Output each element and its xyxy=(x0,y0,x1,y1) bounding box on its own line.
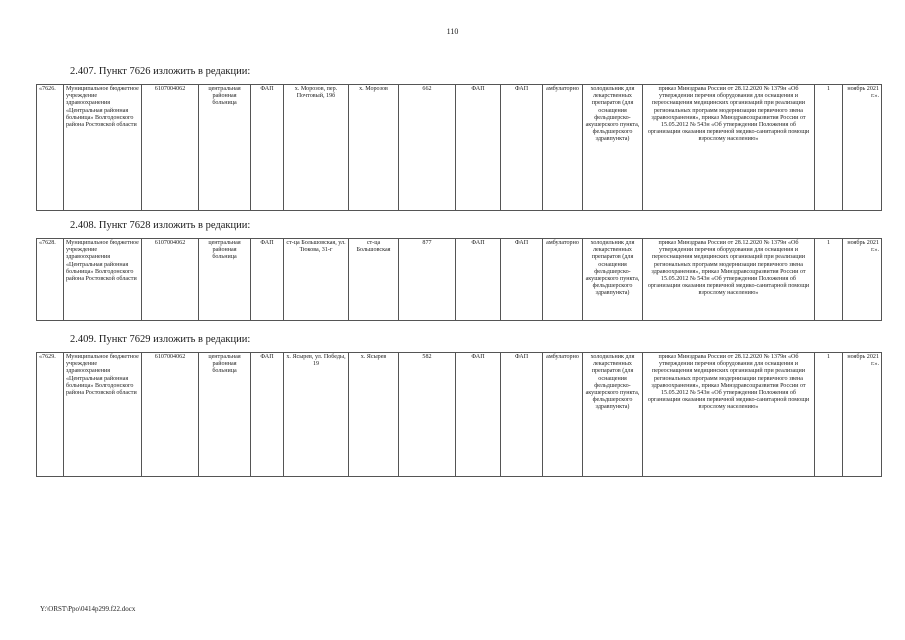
unit2-cell: ФАП xyxy=(501,85,543,211)
org-name: Муниципальное бюджетное учреждение здравоохранения «Центральная районная больница» Волгодонского района Ростовской области xyxy=(64,85,142,211)
record-table-7626 xyxy=(36,84,882,211)
population-cell: 662 xyxy=(399,85,456,211)
unit1-cell: ФАП xyxy=(456,353,501,477)
qty-cell: 1 xyxy=(815,239,843,321)
care-cell: амбулаторно xyxy=(543,85,583,211)
org-name: Муниципальное бюджетное учреждение здравоохранения «Центральная районная больница» Волгодонского района Ростовской области xyxy=(64,353,142,477)
qty-cell: 1 xyxy=(815,353,843,477)
parent-cell: центральная районная больница xyxy=(199,353,251,477)
date-cell: ноябрь 2021 г.». xyxy=(843,239,882,321)
unit2-cell: ФАП xyxy=(501,353,543,477)
locality-cell: х. Морозов xyxy=(349,85,399,211)
address-cell: х. Морозов, пер. Почтовый, 19б xyxy=(284,85,349,211)
population-cell: 582 xyxy=(399,353,456,477)
table-row xyxy=(37,353,882,477)
unit1-cell: ФАП xyxy=(456,85,501,211)
basis-cell: приказ Минздрава России от 28.12.2020 № 1379н «Об утверждении перечня оборудования для оснащения и переоснащения медицинских организаций при реализации региональных программ модернизации первичного звена здравоохранения», приказ Минздравсоцразвития России от 15.05.2012 № 543н «Об утверждении Положения об организации оказания первичной медико-санитарной помощи взрослому населению» xyxy=(643,85,815,211)
table-row xyxy=(37,85,882,211)
date-cell: ноябрь 2021 г.». xyxy=(843,85,882,211)
basis-cell: приказ Минздрава России от 28.12.2020 № 1379н «Об утверждении перечня оборудования для оснащения и переоснащения медицинских организаций при реализации региональных программ модернизации первичного звена здравоохранения», приказ Минздравсоцразвития России от 15.05.2012 № 543н «Об утверждении Положения об организации оказания первичной медико-санитарной помощи взрослому населению» xyxy=(643,239,815,321)
type-cell: ФАП xyxy=(251,353,284,477)
parent-cell: центральная районная больница xyxy=(199,239,251,321)
table-row xyxy=(37,239,882,321)
locality-cell: ст-ца Большовская xyxy=(349,239,399,321)
row-number: «7628. xyxy=(37,239,64,321)
address-cell: х. Ясырев, ул. Победы, 19 xyxy=(284,353,349,477)
type-cell: ФАП xyxy=(251,85,284,211)
page-number: 110 xyxy=(446,27,459,36)
inn-cell: 6107004062 xyxy=(142,353,199,477)
inn-cell: 6107004062 xyxy=(142,239,199,321)
parent-cell: центральная районная больница xyxy=(199,85,251,211)
section-heading-7626: 2.407. Пункт 7626 изложить в редакции: xyxy=(70,66,251,77)
equipment-cell: холодильник для лекарственных препаратов (для оснащения фельдшерско-акушерского пункта, фельдшерского здравпункта) xyxy=(583,353,643,477)
care-cell: амбулаторно xyxy=(543,239,583,321)
unit1-cell: ФАП xyxy=(456,239,501,321)
org-name: Муниципальное бюджетное учреждение здравоохранения «Центральная районная больница» Волгодонского района Ростовской области xyxy=(64,239,142,321)
unit2-cell: ФАП xyxy=(501,239,543,321)
record-table-7629 xyxy=(36,352,882,477)
care-cell: амбулаторно xyxy=(543,353,583,477)
inn-cell: 6107004062 xyxy=(142,85,199,211)
basis-cell: приказ Минздрава России от 28.12.2020 № 1379н «Об утверждении перечня оборудования для оснащения и переоснащения медицинских организаций при реализации региональных программ модернизации первичного звена здравоохранения», приказ Минздравсоцразвития России от 15.05.2012 № 543н «Об утверждении Положения об организации оказания первичной медико-санитарной помощи взрослому населению» xyxy=(643,353,815,477)
equipment-cell: холодильник для лекарственных препаратов (для оснащения фельдшерско-акушерского пункта, фельдшерского здравпункта) xyxy=(583,85,643,211)
row-number: «7626. xyxy=(37,85,64,211)
qty-cell: 1 xyxy=(815,85,843,211)
date-cell: ноябрь 2021 г.». xyxy=(843,353,882,477)
record-table-7628 xyxy=(36,238,882,321)
section-heading-7629: 2.409. Пункт 7629 изложить в редакции: xyxy=(70,334,251,345)
row-number: «7629. xyxy=(37,353,64,477)
type-cell: ФАП xyxy=(251,239,284,321)
equipment-cell: холодильник для лекарственных препаратов (для оснащения фельдшерско-акушерского пункта, фельдшерского здравпункта) xyxy=(583,239,643,321)
footer-file-path: Y:\ORST\Ppo\0414p299.f22.docx xyxy=(40,605,136,613)
section-heading-7628: 2.408. Пункт 7628 изложить в редакции: xyxy=(70,220,251,231)
locality-cell: х. Ясырев xyxy=(349,353,399,477)
population-cell: 877 xyxy=(399,239,456,321)
address-cell: ст-ца Большовская, ул. Тюкова, 31-г xyxy=(284,239,349,321)
